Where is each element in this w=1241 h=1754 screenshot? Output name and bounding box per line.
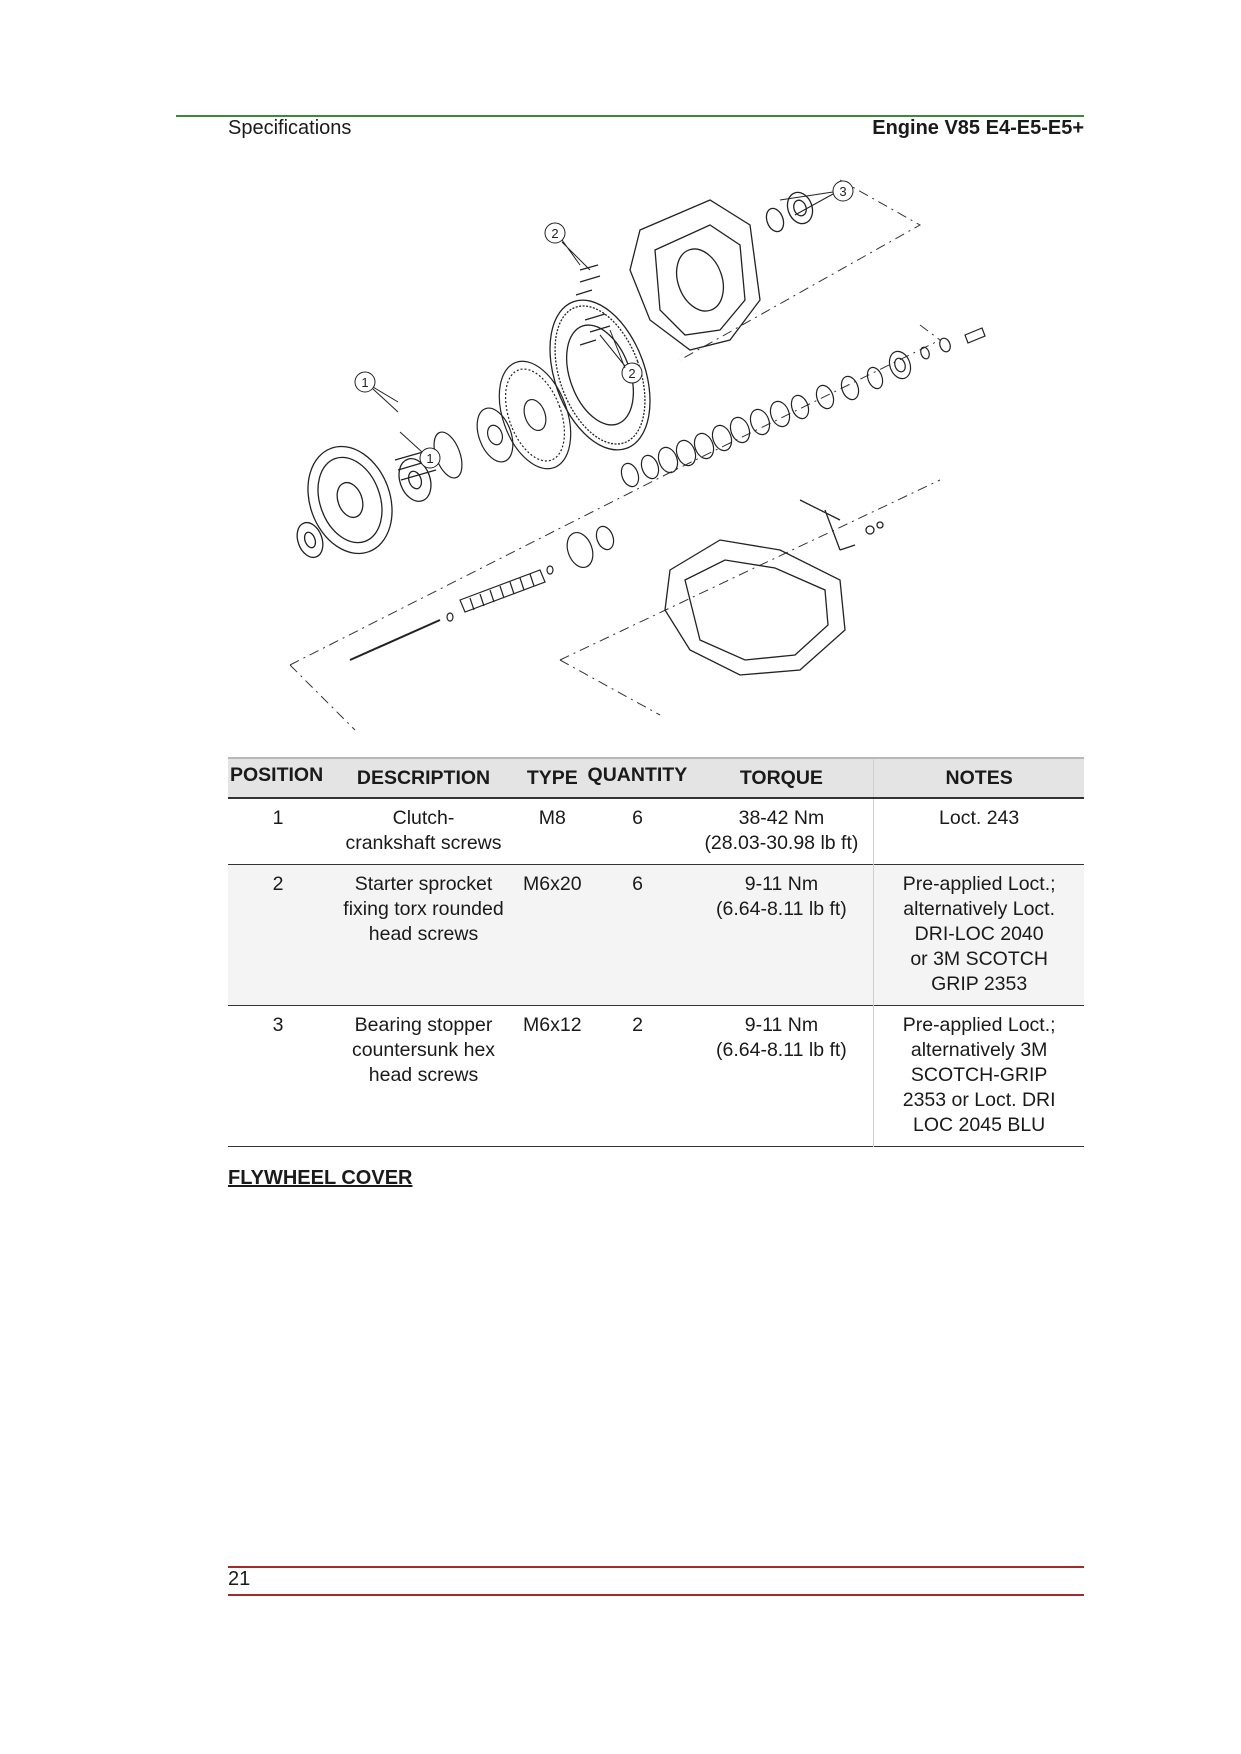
footer-rule-bottom xyxy=(228,1594,1084,1596)
cell-position: 3 xyxy=(272,1014,284,1036)
gearbox-housing xyxy=(665,500,883,675)
table-row xyxy=(228,1006,1084,1147)
cell-position: 1 xyxy=(272,807,284,829)
callout-1a: 1 xyxy=(361,375,369,390)
cell-torque: 38-42 Nm (28.03-30.98 lb ft) xyxy=(704,807,859,854)
col-header-quantity: QUANTITY xyxy=(586,758,690,798)
footer-rule-top xyxy=(228,1566,1084,1568)
cell-description: Bearing stopper countersunk hex head screws xyxy=(351,1014,496,1086)
header-document-title: Engine V85 E4-E5-E5+ xyxy=(872,117,1084,139)
flywheel xyxy=(531,286,669,463)
cell-type: M6x20 xyxy=(519,865,586,1006)
col-header-type: TYPE xyxy=(519,758,586,798)
header-section-title: Specifications xyxy=(228,117,352,139)
col-header-notes: NOTES xyxy=(874,758,1084,798)
torque-specification-table xyxy=(228,757,1084,1147)
clutch-crankshaft-screws xyxy=(395,403,520,481)
callout-2b: 2 xyxy=(628,366,636,381)
cell-notes: Pre-applied Loct.; alternatively Loct. DRI-LOC 2040 or 3M SCOTCH GRIP 2353 xyxy=(874,865,1084,1006)
cell-position: 2 xyxy=(228,865,328,1006)
page-number: 21 xyxy=(228,1568,251,1590)
cell-torque: 9-11 Nm (6.64-8.11 lb ft) xyxy=(690,865,874,1006)
cell-type: M6x12 xyxy=(523,1014,582,1036)
starter-sprocket-screws xyxy=(576,265,610,345)
input-shaft xyxy=(350,524,617,660)
table-row xyxy=(228,798,1084,865)
cell-notes: Pre-applied Loct.; alternatively 3M SCOTCH-GRIP 2353 or Loct. DRI LOC 2045 BLU xyxy=(874,1006,1084,1147)
exploded-view-diagram xyxy=(280,170,1060,750)
callout-1b: 1 xyxy=(426,451,434,466)
cell-quantity: 6 xyxy=(586,865,690,1006)
table-row xyxy=(228,865,1084,1006)
col-header-position: POSITION xyxy=(228,758,328,798)
cell-description: Starter sprocket fixing torx rounded head screws xyxy=(328,865,519,1006)
col-header-torque: TORQUE xyxy=(690,758,874,798)
col-header-description: DESCRIPTION xyxy=(328,758,519,798)
gear-shaft-components xyxy=(618,328,985,489)
cell-quantity: 6 xyxy=(632,807,643,829)
table-header-row xyxy=(228,758,1084,798)
callout-2a: 2 xyxy=(551,226,559,241)
cell-type: M8 xyxy=(538,807,566,829)
cell-description: Clutch- crankshaft screws xyxy=(345,807,502,854)
callout-3: 3 xyxy=(839,184,847,199)
cell-torque: 9-11 Nm (6.64-8.11 lb ft) xyxy=(716,1014,847,1061)
section-heading-flywheel-cover: FLYWHEEL COVER xyxy=(228,1167,413,1189)
flywheel-cover-housing xyxy=(630,189,817,350)
cell-notes: Loct. 243 xyxy=(874,798,1084,865)
cell-quantity: 2 xyxy=(632,1014,643,1036)
